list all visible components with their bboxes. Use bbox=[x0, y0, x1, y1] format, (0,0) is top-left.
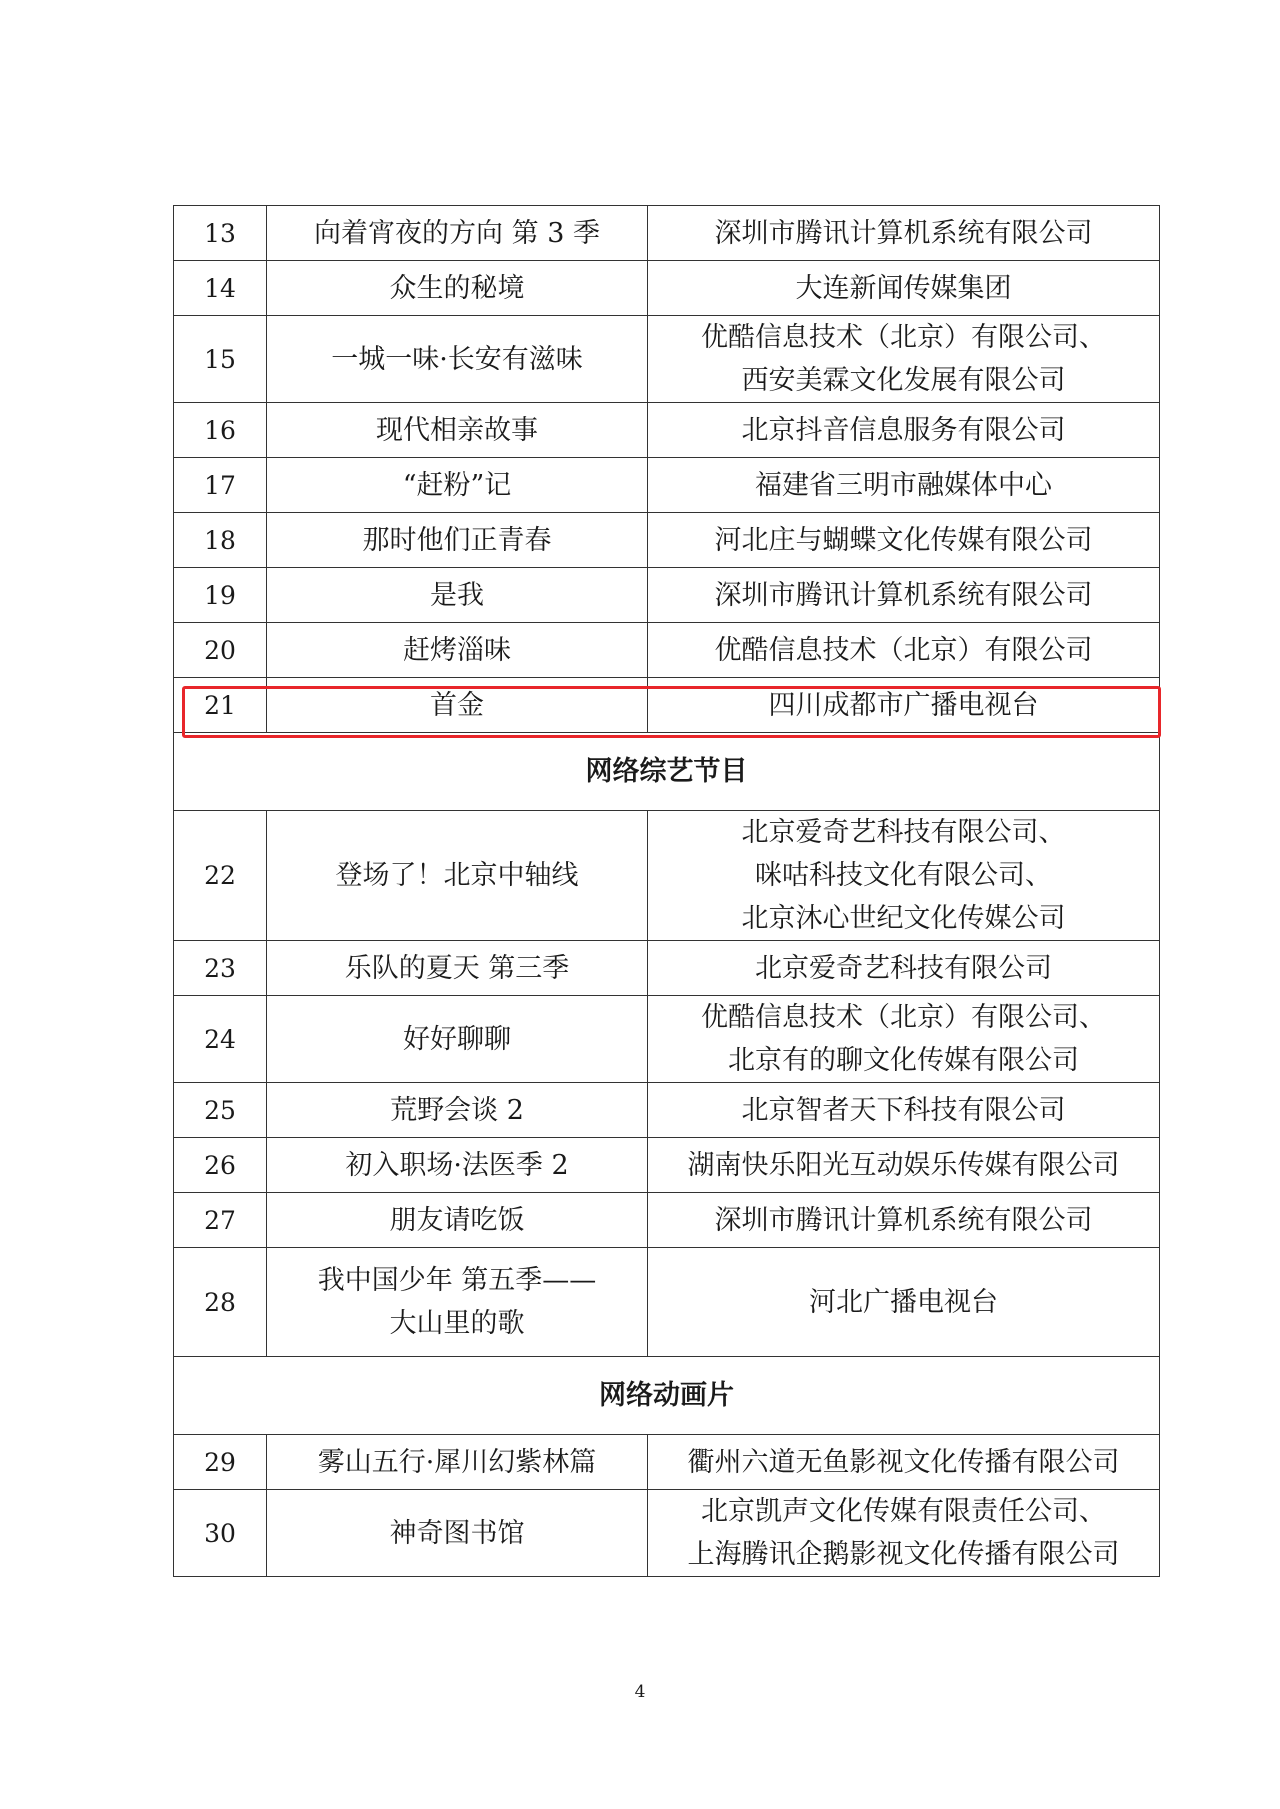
program-title: 初入职场·法医季 2 bbox=[345, 1149, 569, 1181]
row-number: 20 bbox=[174, 623, 267, 678]
table-row bbox=[174, 568, 1160, 623]
section-header-row bbox=[174, 1357, 1160, 1435]
program-title: 荒野会谈 2 bbox=[390, 1094, 524, 1126]
program-title-cell bbox=[267, 996, 648, 1083]
table-row bbox=[174, 941, 1160, 996]
table-row bbox=[174, 513, 1160, 568]
organization-name: 深圳市腾讯计算机系统有限公司 bbox=[714, 1204, 1093, 1236]
table-row bbox=[174, 996, 1160, 1083]
organization-name: 优酷信息技术（北京）有限公司、 bbox=[701, 322, 1106, 353]
program-title-cell bbox=[267, 1490, 648, 1577]
table-row bbox=[174, 1435, 1160, 1490]
organization-name: 北京爱奇艺科技有限公司、 bbox=[741, 817, 1066, 848]
program-title-cell bbox=[267, 1435, 648, 1490]
row-number: 26 bbox=[174, 1138, 267, 1193]
organization-name: 咪咕科技文化有限公司、 bbox=[755, 860, 1052, 891]
program-title-cell bbox=[267, 261, 648, 316]
document-table bbox=[173, 205, 1160, 1577]
organization-name: 福建省三明市融媒体中心 bbox=[755, 469, 1052, 501]
organization-name: 北京沐心世纪文化传媒公司 bbox=[741, 903, 1066, 934]
table-row bbox=[174, 458, 1160, 513]
table-row bbox=[174, 403, 1160, 458]
row-number: 23 bbox=[174, 941, 267, 996]
table-row bbox=[174, 811, 1160, 941]
program-title-cell bbox=[267, 811, 648, 941]
organization-name: 北京有的聊文化传媒有限公司 bbox=[728, 1045, 1079, 1076]
table-row bbox=[174, 1138, 1160, 1193]
row-number: 16 bbox=[174, 403, 267, 458]
highlight-box bbox=[182, 686, 1161, 738]
row-number: 17 bbox=[174, 458, 267, 513]
program-title-cell bbox=[267, 941, 648, 996]
organization-name: 湖南快乐阳光互动娱乐传媒有限公司 bbox=[687, 1149, 1120, 1181]
program-title: 现代相亲故事 bbox=[376, 414, 538, 446]
row-number: 13 bbox=[174, 206, 267, 261]
organization-name: 衢州六道无鱼影视文化传播有限公司 bbox=[687, 1446, 1120, 1478]
table-row bbox=[174, 261, 1160, 316]
organization-name: 西安美霖文化发展有限公司 bbox=[741, 365, 1066, 396]
organization-name: 四川成都市广播电视台 bbox=[768, 689, 1039, 721]
program-title: 众生的秘境 bbox=[389, 272, 525, 304]
table-row bbox=[174, 1193, 1160, 1248]
program-title-cell bbox=[267, 1193, 648, 1248]
program-title: 大山里的歌 bbox=[389, 1308, 525, 1339]
program-title: 登场了！北京中轴线 bbox=[335, 860, 579, 891]
organization-cell bbox=[648, 1435, 1160, 1490]
organization-name: 北京抖音信息服务有限公司 bbox=[741, 414, 1066, 446]
organization-cell bbox=[648, 1490, 1160, 1577]
organization-cell bbox=[648, 458, 1160, 513]
program-title: 神奇图书馆 bbox=[389, 1517, 525, 1549]
organization-name: 河北广播电视台 bbox=[809, 1286, 998, 1318]
table-row bbox=[174, 316, 1160, 403]
organization-name: 北京凯声文化传媒有限责任公司、 bbox=[701, 1496, 1106, 1527]
program-title: 好好聊聊 bbox=[403, 1023, 511, 1055]
organization-name: 大连新闻传媒集团 bbox=[795, 272, 1012, 304]
organization-name: 河北庄与蝴蝶文化传媒有限公司 bbox=[714, 524, 1093, 556]
program-title: 一城一味·长安有滋味 bbox=[331, 343, 583, 375]
organization-name: 优酷信息技术（北京）有限公司 bbox=[714, 634, 1093, 666]
program-title-cell bbox=[267, 403, 648, 458]
row-number: 27 bbox=[174, 1193, 267, 1248]
page-number: 4 bbox=[634, 1682, 646, 1702]
organization-name: 优酷信息技术（北京）有限公司、 bbox=[701, 1002, 1106, 1033]
organization-cell bbox=[648, 1083, 1160, 1138]
table-row bbox=[174, 1248, 1160, 1357]
organization-cell bbox=[648, 941, 1160, 996]
program-title-cell bbox=[267, 1138, 648, 1193]
row-number: 15 bbox=[174, 316, 267, 403]
organization-cell bbox=[648, 261, 1160, 316]
program-title: “赶粉”记 bbox=[402, 469, 512, 501]
row-number: 14 bbox=[174, 261, 267, 316]
organization-cell bbox=[648, 568, 1160, 623]
section-header-row bbox=[174, 733, 1160, 811]
row-number: 29 bbox=[174, 1435, 267, 1490]
program-title: 向着宵夜的方向 第 3 季 bbox=[314, 217, 600, 249]
organization-name: 深圳市腾讯计算机系统有限公司 bbox=[714, 579, 1093, 611]
program-title-cell bbox=[267, 316, 648, 403]
organization-cell bbox=[648, 623, 1160, 678]
organization-cell bbox=[648, 206, 1160, 261]
row-number: 19 bbox=[174, 568, 267, 623]
program-title: 赶烤淄味 bbox=[403, 634, 511, 666]
program-title: 乐队的夏天 第三季 bbox=[344, 952, 570, 984]
program-title: 是我 bbox=[430, 579, 484, 611]
row-number: 25 bbox=[174, 1083, 267, 1138]
program-title-cell bbox=[267, 458, 648, 513]
program-title-cell bbox=[267, 206, 648, 261]
program-title: 首金 bbox=[430, 689, 484, 721]
program-title-cell bbox=[267, 1248, 648, 1357]
row-number: 21 bbox=[174, 678, 267, 733]
row-number: 30 bbox=[174, 1490, 267, 1577]
organization-cell bbox=[648, 1138, 1160, 1193]
organization-cell bbox=[648, 403, 1160, 458]
table-row bbox=[174, 1083, 1160, 1138]
organization-name: 上海腾讯企鹅影视文化传播有限公司 bbox=[687, 1539, 1120, 1570]
organization-cell bbox=[648, 1193, 1160, 1248]
row-number: 18 bbox=[174, 513, 267, 568]
program-title-cell bbox=[267, 623, 648, 678]
section-header: 网络动画片 bbox=[174, 1357, 1160, 1435]
organization-cell bbox=[648, 316, 1160, 403]
program-title-cell bbox=[267, 568, 648, 623]
table-row bbox=[174, 206, 1160, 261]
table-row bbox=[174, 1490, 1160, 1577]
program-title: 我中国少年 第五季—— bbox=[317, 1265, 597, 1296]
row-number: 24 bbox=[174, 996, 267, 1083]
organization-cell bbox=[648, 1248, 1160, 1357]
section-header: 网络综艺节目 bbox=[174, 733, 1160, 811]
row-number: 22 bbox=[174, 811, 267, 941]
program-title: 朋友请吃饭 bbox=[389, 1204, 525, 1236]
program-title-cell bbox=[267, 513, 648, 568]
program-title: 雾山五行·犀川幻紫林篇 bbox=[317, 1446, 597, 1478]
program-title-cell bbox=[267, 1083, 648, 1138]
organization-cell bbox=[648, 513, 1160, 568]
organization-name: 深圳市腾讯计算机系统有限公司 bbox=[714, 217, 1093, 249]
organization-name: 北京爱奇艺科技有限公司 bbox=[755, 952, 1052, 984]
program-title: 那时他们正青春 bbox=[362, 524, 552, 556]
table-row bbox=[174, 623, 1160, 678]
organization-cell bbox=[648, 996, 1160, 1083]
row-number: 28 bbox=[174, 1248, 267, 1357]
organization-cell bbox=[648, 811, 1160, 941]
organization-name: 北京智者天下科技有限公司 bbox=[741, 1094, 1066, 1126]
